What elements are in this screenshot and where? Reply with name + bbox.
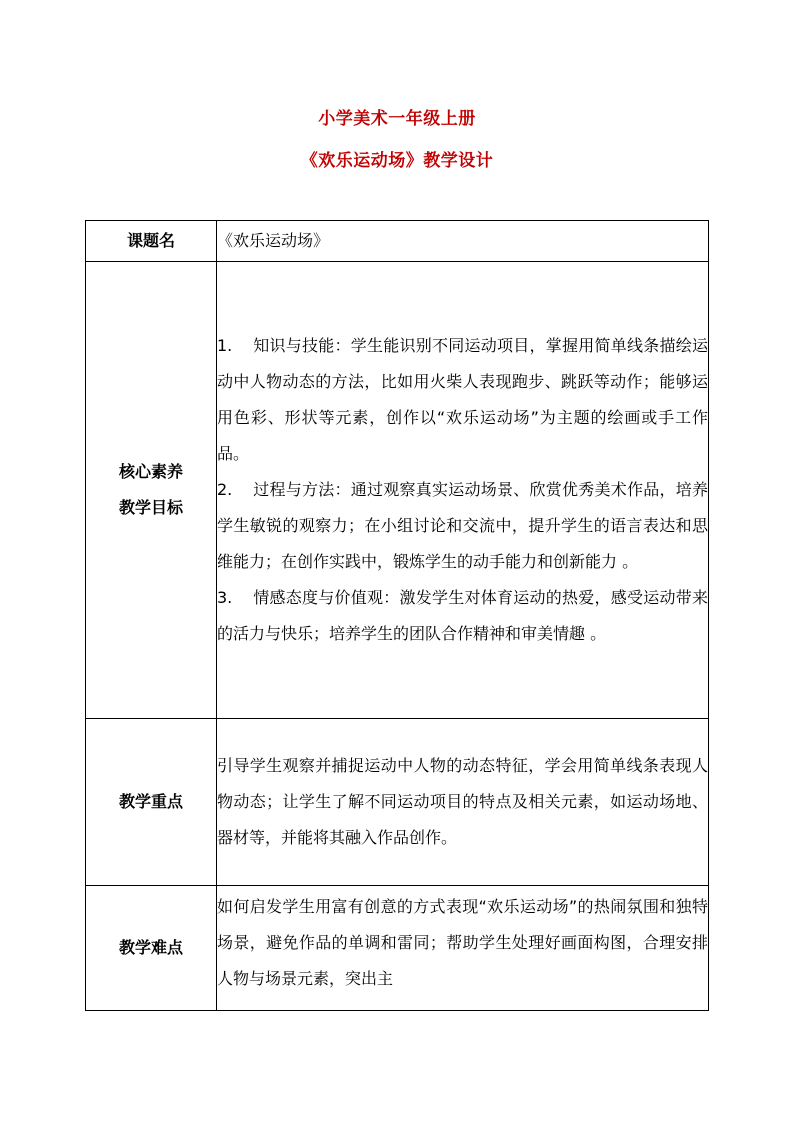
table-row-topic [86, 221, 709, 262]
lesson-plan-table [85, 220, 709, 1011]
difficulties-cell [217, 886, 709, 1011]
goals-content [217, 262, 709, 719]
goal-item-3-number: 3. [217, 588, 233, 607]
goal-item-3 [217, 580, 708, 652]
document-title-grade: 小学美术一年级上册 [318, 109, 476, 129]
goal-item-2-text: 过程与方法：通过观察真实运动场景、欣赏优秀美术作品，培养学生敏锐的观察力；在小组讨论和交流中，提升学生的语言表达和思维能力；在创作实践中，锻炼学生的动手能力和创新能力 。 [217, 480, 708, 571]
goal-item-1-text: 知识与技能：学生能识别不同运动项目，掌握用简单线条描绘运动中人物动态的方法，比如用火柴人表现跑步、跳跃等动作；能够运用色彩、形状等元素，创作以“欢乐运动场”为主题的绘画或手工作品。 [217, 336, 708, 463]
value-key-points: 引导学生观察并捕捉运动中人物的动态特征，学会用简单线条表现人物动态；让学生了解不同运动项目的特点及相关元素，如运动场地、器材等，并能将其融入作品创作。 [217, 719, 709, 886]
value-difficulties: 如何启发学生用富有创意的方式表现“欢乐运动场”的热闹氛围和独特场景，避免作品的单调和雷同；帮助学生处理好画面构图，合理安排人物与场景元素，突出主 [217, 897, 708, 988]
goal-item-1 [217, 328, 708, 472]
label-core-goals-line2: 教学目标 [118, 498, 183, 517]
table-row-goals [86, 262, 709, 719]
goal-item-2 [217, 472, 708, 580]
label-core-goals [86, 262, 217, 719]
label-topic-name: 课题名 [86, 221, 217, 262]
goal-item-1-number: 1. [217, 336, 233, 355]
label-key-points: 教学重点 [86, 719, 217, 886]
label-difficulties: 教学难点 [86, 886, 217, 1011]
value-topic-name: 《欢乐运动场》 [217, 221, 709, 262]
document-title-lesson: 《欢乐运动场》教学设计 [300, 151, 494, 171]
goal-item-3-text: 情感态度与价值观：激发学生对体育运动的热爱，感受运动带来的活力与快乐；培养学生的团队合作精神和审美情趣 。 [217, 588, 708, 643]
label-core-goals-line1: 核心素养 [118, 462, 183, 481]
table-row-key-points [86, 719, 709, 886]
goal-item-2-number: 2. [217, 480, 233, 499]
table-row-difficulties [86, 886, 709, 1011]
